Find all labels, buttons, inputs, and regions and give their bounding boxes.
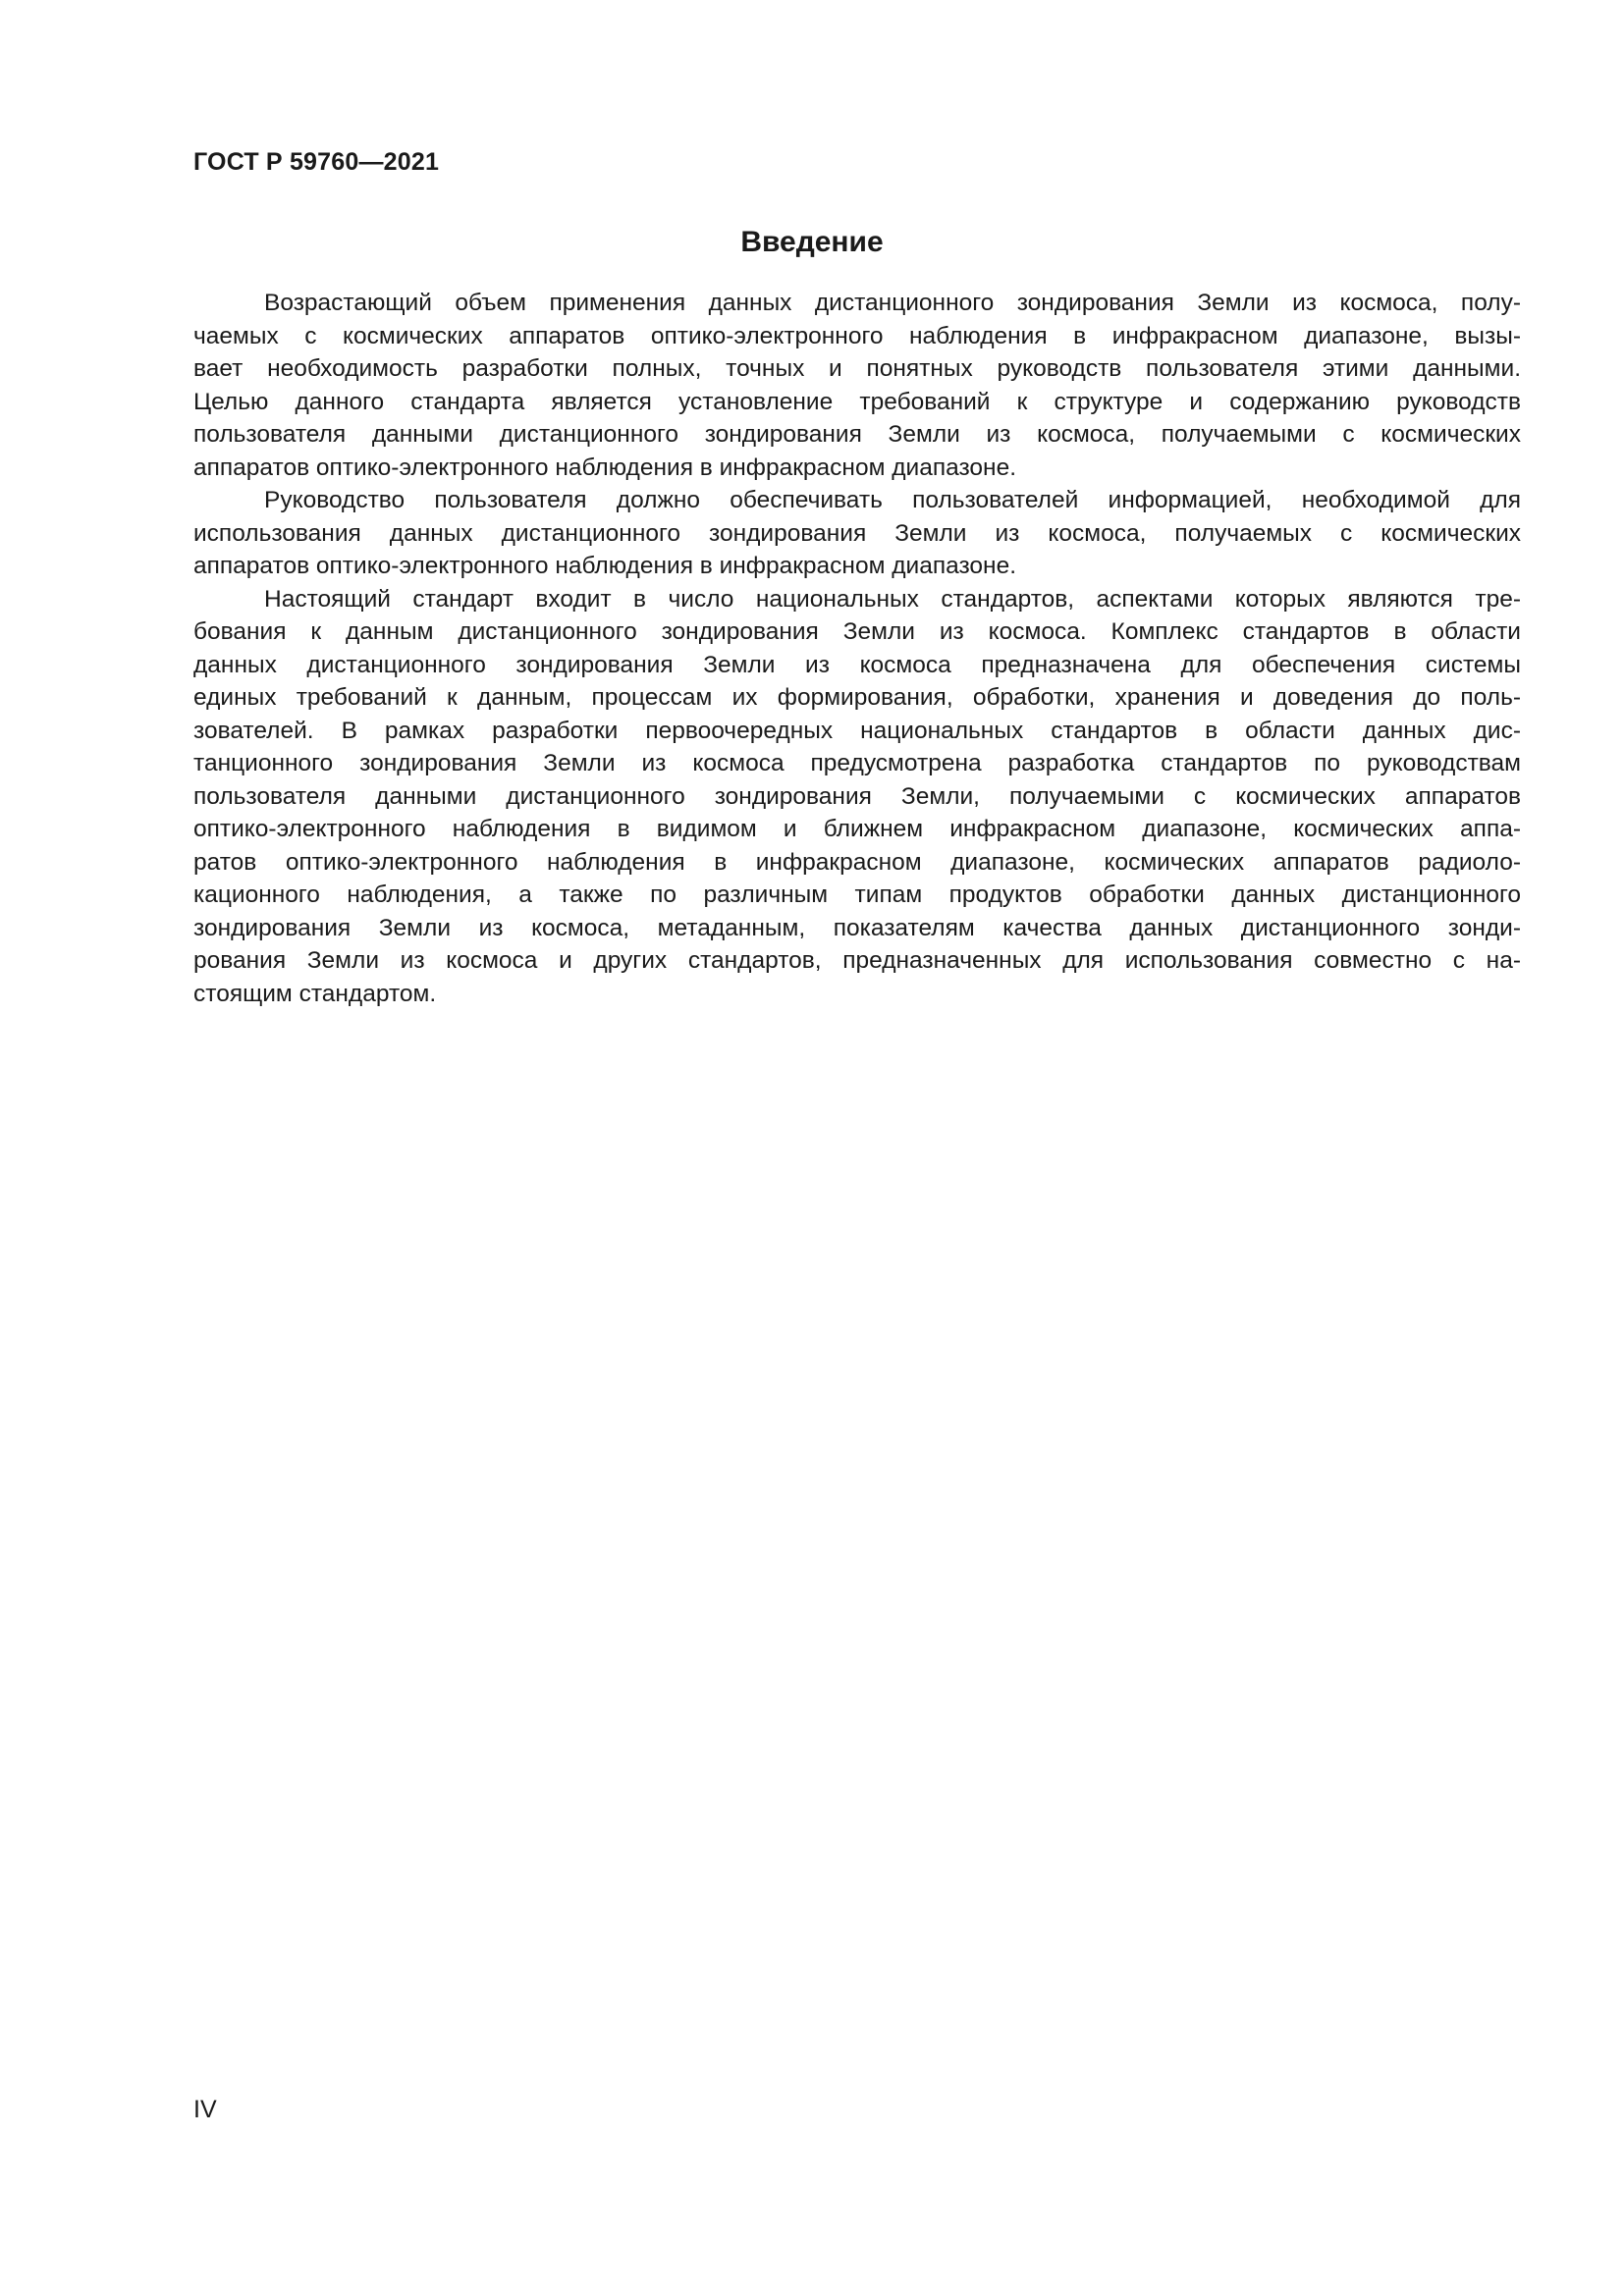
paragraph-line: стоящим стандартом. [193,980,437,1007]
paragraph-line: данных дистанционного зондирования Земли из космоса предназначена для обеспечения системы [193,651,1521,678]
paragraph-line: ратов оптико-электронного наблюдения в инфракрасном диапазоне, космических аппаратов радиоло- [193,848,1521,876]
paragraph-line: зователей. В рамках разработки первоочередных национальных стандартов в области данных дис- [193,717,1521,744]
paragraph-line: аппаратов оптико-электронного наблюдения в инфракрасном диапазоне. [193,553,1017,579]
paragraph-line: использования данных дистанционного зондирования Земли из космоса, получаемых с космических [193,519,1521,547]
section-title: Введение [740,226,884,258]
document-code: ГОСТ Р 59760—2021 [193,148,440,176]
paragraph-line: зондирования Земли из космоса, метаданным, показателям качества данных дистанционного зонди- [193,914,1521,941]
paragraph-line: Руководство пользователя должно обеспечивать пользователей информацией, необходимой для [264,487,1521,513]
paragraph-line: чаемых с космических аппаратов оптико-электронного наблюдения в инфракрасном диапазоне, вызы- [193,322,1521,349]
body-text [193,287,1521,1010]
paragraph-line: аппаратов оптико-электронного наблюдения в инфракрасном диапазоне. [193,454,1017,481]
paragraph-line: вает необходимость разработки полных, точных и понятных руководств пользователя этими данными. [193,355,1521,382]
paragraph [193,287,1521,484]
paragraph-line: танционного зондирования Земли из космоса предусмотрена разработка стандартов по руководствам [193,750,1521,776]
paragraph-line: рования Земли из космоса и других стандартов, предназначенных для использования совместно с на- [193,947,1521,974]
paragraph-line: Целью данного стандарта является установление требований к структуре и содержанию руководств [193,388,1521,415]
paragraph [193,484,1521,583]
paragraph-line: пользователя данными дистанционного зондирования Земли, получаемыми с космических аппаратов [193,782,1521,810]
paragraph-line: кационного наблюдения, а также по различным типам продуктов обработки данных дистанционного [193,881,1521,908]
page-number: IV [193,2096,217,2123]
paragraph-line: единых требований к данным, процессам их формирования, обработки, хранения и доведения до поль- [193,684,1521,711]
paragraph-line: Настоящий стандарт входит в число национальных стандартов, аспектами которых являются тре- [264,585,1521,613]
paragraph-line: Возрастающий объем применения данных дистанционного зондирования Земли из космоса, полу- [264,290,1521,316]
paragraph-line: пользователя данными дистанционного зондирования Земли из космоса, получаемыми с космических [193,421,1521,448]
paragraph [193,583,1521,1011]
paragraph-line: оптико-электронного наблюдения в видимом и ближнем инфракрасном диапазоне, космических аппа- [193,816,1521,842]
paragraph-line: бования к данным дистанционного зондирования Земли из космоса. Комплекс стандартов в области [193,618,1521,645]
